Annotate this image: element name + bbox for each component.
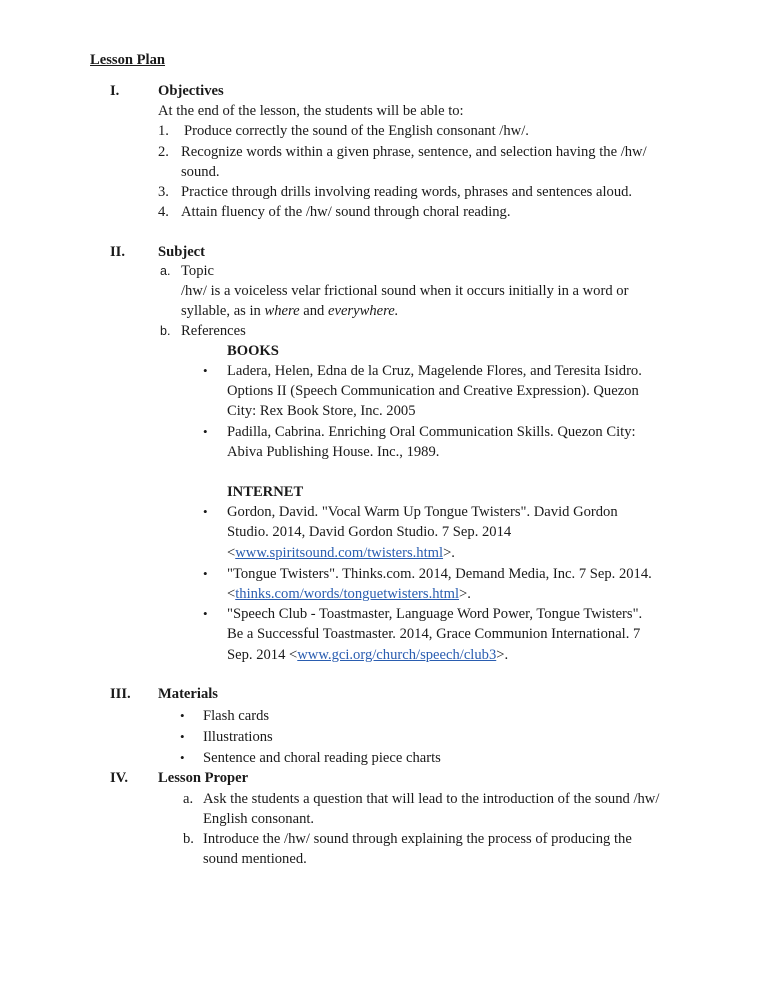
reference-url-line xyxy=(227,646,508,664)
lesson-step: Introduce the /hw/ sound through explaining the process of producing the xyxy=(203,831,632,847)
text: < xyxy=(227,545,236,561)
text: Sep. 2014 < xyxy=(227,647,298,663)
lesson-step: Ask the students a question that will lead to the introduction of the sound /hw/ xyxy=(203,791,660,807)
bullet-icon: • xyxy=(180,708,185,723)
list-number: 3. xyxy=(158,184,169,200)
text: >. xyxy=(443,545,455,561)
reference-item: "Tongue Twisters". Thinks.com. 2014, Demand Media, Inc. 7 Sep. 2014. xyxy=(227,566,652,582)
list-number: 4. xyxy=(158,204,169,220)
text: syllable, as in xyxy=(181,303,265,319)
section-heading-materials: Materials xyxy=(158,686,218,702)
emphasis: everywhere. xyxy=(328,303,399,319)
section-heading-subject: Subject xyxy=(158,244,206,260)
material-item: Flash cards xyxy=(203,708,270,724)
bullet-icon: • xyxy=(180,750,185,765)
list-number: 1. xyxy=(158,123,169,139)
text: and xyxy=(299,303,328,319)
lesson-step-cont: sound mentioned. xyxy=(203,851,307,867)
bullet-icon: • xyxy=(203,504,208,519)
bullet-icon: • xyxy=(180,729,185,744)
topic-text: /hw/ is a voiceless velar frictional sound when it occurs initially in a word or xyxy=(181,283,629,299)
objective-item: Produce correctly the sound of the English consonant /hw/. xyxy=(184,123,529,139)
objective-item: Attain fluency of the /hw/ sound through choral reading. xyxy=(181,204,511,220)
document-title: Lesson Plan xyxy=(90,52,166,68)
reference-item-cont: City: Rex Book Store, Inc. 2005 xyxy=(227,403,416,419)
books-heading: BOOKS xyxy=(227,343,279,359)
list-letter: a. xyxy=(183,791,194,807)
reference-url-line xyxy=(227,585,471,603)
section-heading-objectives: Objectives xyxy=(158,83,224,99)
reference-link[interactable]: www.gci.org/church/speech/club3 xyxy=(297,647,497,663)
lesson-step-cont: English consonant. xyxy=(203,811,315,827)
section-numeral: IV. xyxy=(110,770,128,786)
section-numeral: II. xyxy=(110,244,126,260)
material-item: Illustrations xyxy=(203,729,273,745)
list-letter: b. xyxy=(183,831,194,847)
reference-item: Gordon, David. "Vocal Warm Up Tongue Twisters". David Gordon xyxy=(227,504,618,520)
reference-link[interactable]: www.spiritsound.com/twisters.html xyxy=(235,545,444,561)
text: < xyxy=(227,586,236,602)
section-numeral: I. xyxy=(110,83,120,99)
references-label: References xyxy=(181,323,246,339)
section-numeral: III. xyxy=(110,686,131,702)
reference-item: "Speech Club - Toastmaster, Language Word Power, Tongue Twisters". xyxy=(227,606,643,622)
bullet-icon: • xyxy=(203,606,208,621)
list-letter: b. xyxy=(160,324,171,338)
topic-label: Topic xyxy=(181,263,215,279)
bullet-icon: • xyxy=(203,363,208,378)
reference-item-cont: Be a Successful Toastmaster. 2014, Grace Communion International. 7 xyxy=(227,626,641,642)
reference-item: Padilla, Cabrina. Enriching Oral Communication Skills. Quezon City: xyxy=(227,424,636,440)
list-number: 2. xyxy=(158,144,169,160)
internet-heading: INTERNET xyxy=(227,484,304,500)
section-heading-lesson-proper: Lesson Proper xyxy=(158,770,249,786)
bullet-icon: • xyxy=(203,566,208,581)
reference-item-cont: Abiva Publishing House. Inc., 1989. xyxy=(227,444,440,460)
objective-item: Practice through drills involving reading words, phrases and sentences aloud. xyxy=(181,184,633,200)
objectives-intro: At the end of the lesson, the students will be able to: xyxy=(158,103,464,119)
material-item: Sentence and choral reading piece charts xyxy=(203,750,441,766)
reference-link[interactable]: thinks.com/words/tonguetwisters.html xyxy=(235,586,459,602)
reference-item-cont: Options II (Speech Communication and Creative Expression). Quezon xyxy=(227,383,639,399)
text: >. xyxy=(496,647,509,663)
text: >. xyxy=(459,586,471,602)
objective-item: Recognize words within a given phrase, sentence, and selection having the /hw/ xyxy=(181,144,647,160)
bullet-icon: • xyxy=(203,424,208,439)
reference-item-cont: Studio. 2014, David Gordon Studio. 7 Sep. 2014 xyxy=(227,524,512,540)
topic-text-cont xyxy=(181,302,398,320)
reference-url-line xyxy=(227,544,455,562)
reference-item: Ladera, Helen, Edna de la Cruz, Magelende Flores, and Teresita Isidro. xyxy=(227,363,642,379)
objective-item-cont: sound. xyxy=(181,164,220,180)
list-letter: a. xyxy=(160,264,171,278)
emphasis: where xyxy=(264,303,300,319)
